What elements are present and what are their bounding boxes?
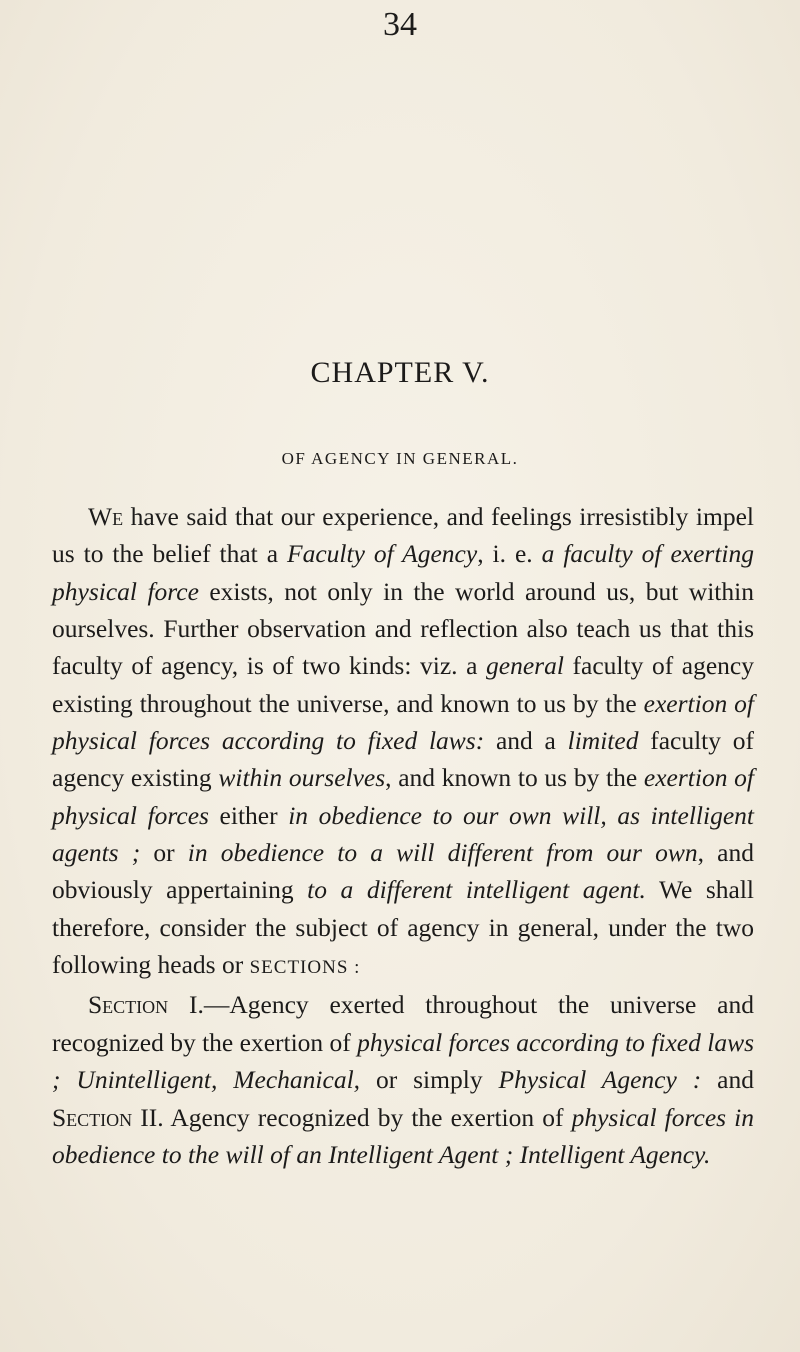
italic-run: in obedience to a will different from our own bbox=[187, 838, 698, 868]
text-run: or bbox=[140, 838, 188, 868]
page-number: 34 bbox=[383, 6, 417, 43]
italic-run: within ourselves bbox=[218, 763, 386, 793]
paragraph-opening-word: We bbox=[88, 502, 124, 531]
italic-run: Physical Agency : bbox=[498, 1065, 702, 1095]
italic-run: limited bbox=[567, 726, 639, 756]
italic-run: in obedience to our own will, as intelligent agents ; bbox=[52, 800, 754, 868]
italic-run: to a different intelligent agent. bbox=[307, 875, 646, 905]
text-run: We shall therefore, consider the subject of agency in general, under the two following heads or bbox=[52, 875, 754, 980]
italic-run: a faculty of exerting physical force bbox=[52, 539, 754, 606]
text-run: and a bbox=[484, 726, 568, 756]
italic-run: physical forces in obedience to the will of an Intelligent Agent ; Intelligent Agency. bbox=[52, 1102, 754, 1169]
text-run: II. Agency recognized by the exertion of bbox=[132, 1102, 572, 1132]
text-run: have said that our experience, and feelings irresistibly impel us to the belief that a bbox=[52, 502, 754, 569]
text-run: and bbox=[701, 1065, 754, 1095]
italic-run: exertion of physical forces bbox=[52, 763, 754, 830]
section-label: Section bbox=[88, 990, 169, 1020]
text-run: , and known to us by the bbox=[385, 763, 644, 793]
text-run: faculty of agency existing bbox=[52, 726, 754, 793]
chapter-subtitle: OF AGENCY IN GENERAL. bbox=[281, 449, 519, 468]
text-run: I.—Agency exerted throughout the universe and recognized by the exertion of bbox=[52, 990, 754, 1057]
text-run: either bbox=[208, 800, 289, 830]
text-run: faculty of agency existing throughout the universe, and known to us by the bbox=[52, 651, 754, 718]
section-label: Section bbox=[52, 1102, 133, 1132]
body-text bbox=[52, 498, 754, 1173]
sections-label: SECTIONS : bbox=[249, 957, 361, 979]
chapter-title: CHAPTER V. bbox=[310, 356, 490, 389]
text-run: or simply bbox=[360, 1065, 499, 1095]
italic-run: exertion of physical forces according to fixed laws: bbox=[52, 688, 754, 756]
italic-run: physical forces according to fixed laws ; Unintelligent, Mechanical, bbox=[52, 1027, 755, 1095]
italic-run: Faculty of Agency bbox=[287, 539, 478, 569]
paragraph-intro bbox=[52, 498, 754, 986]
text-run: exists, not only in the world around us, but within ourselves. Further observation and reflection also teach us that this faculty of agency, is of two kinds: viz. a bbox=[52, 576, 754, 681]
text-run: , and obviously appertaining bbox=[52, 838, 754, 905]
paragraph-sections bbox=[52, 986, 754, 1173]
italic-run: general bbox=[486, 651, 564, 681]
text-run: , i. e. bbox=[477, 539, 542, 569]
